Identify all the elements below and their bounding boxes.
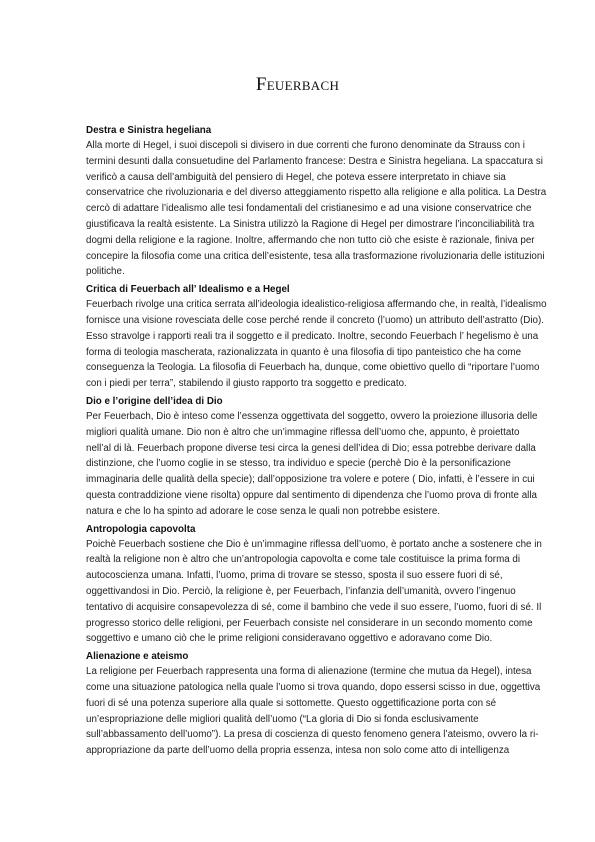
paragraph-line: Alla morte di Hegel, i suoi discepoli si divisero in due correnti che furono denominate da Strauss con i	[86, 140, 525, 151]
paragraph-line: Per Feuerbach, Dio è inteso come l’essenza oggettivata del soggetto, ovvero la proiezione illusoria delle	[86, 410, 538, 422]
paragraph-line: come una situazione patologica nella quale l’uomo si trova quando, dopo essersi scisso in due, oggettiva	[86, 681, 541, 693]
paragraph-line: natura e che lo ha spinto ad adorare le cose senza le quali non potrebbe esistere.	[86, 505, 441, 517]
paragraph-line: La religione per Feuerbach rappresenta una forma di alienazione (termine che mutua da Hegel), intesa	[86, 666, 532, 678]
section-paragraph	[86, 297, 547, 392]
section-paragraph	[86, 664, 541, 759]
paragraph-line: forma di teologia mascherata, razionalizzata in quanto è una filosofia di tipo panteistico che ha come	[86, 346, 522, 358]
paragraph-line: con i piedi per terra”, stabilendo il giusto rapporto tra soggetto e predicato.	[86, 378, 407, 390]
document-body	[86, 124, 547, 762]
section-heading: Dio e l’origine dell’idea di Dio	[86, 395, 223, 407]
paragraph-line: fornisce una visione rovesciata delle cose perché rende il concreto (l’uomo) un attributo dell’astratto (Dio).	[86, 314, 544, 326]
section-heading: Destra e Sinistra hegeliana	[86, 125, 212, 136]
section-paragraph	[86, 537, 542, 648]
paragraph-line: soggettivo e umano ciò che le prime religioni consideravano oggettivo e adoravano come Dio.	[86, 633, 493, 645]
paragraph-line: un’espropriazione delle migliori qualità dell’uomo (“La gloria di Dio si fonda esclusivamente	[86, 713, 479, 725]
paragraph-line: verificò a causa dell’ambiguità del pensiero di Hegel, che poteva essere interpretato in chiave sia	[86, 171, 506, 183]
section-heading: Critica di Feuerbach all’ Idealismo e a Hegel	[86, 284, 290, 296]
paragraph-line: Feuerbach rivolge una critica serrata all’ideologia idealistico-religiosa affermando che, in realtà, l’idealismo	[86, 299, 547, 311]
paragraph-line: Esso stravolge i rapporti reali tra il soggetto e il predicato. Inoltre, secondo Feuerbach l’ hegelismo è una	[86, 330, 539, 342]
section-paragraph	[86, 409, 538, 520]
paragraph-line: conseguenza la Teologia. La filosofia di Feuerbach ha, dunque, come obiettivo quello di “riportare l’uomo	[86, 362, 540, 374]
paragraph-line: nell’al di là. Feuerbach propone diverse tesi circa la genesi dell’idea di Dio; essa potrebbe derivare dalla	[86, 442, 536, 454]
paragraph-line: dogmi della religione e la ragione. Inoltre, affermando che non tutto ciò che esiste è razionale, finiva per	[86, 234, 535, 246]
paragraph-line: politiche.	[86, 266, 125, 278]
section	[86, 124, 547, 280]
section	[86, 650, 541, 759]
paragraph-line: appropriazione da parte dell’uomo della propria essenza, intesa non solo come atto di intelligenza	[86, 745, 510, 757]
paragraph-line: giustificava la realtà esistente. La Sinistra utilizzò la Ragione di Hegel per dimostrare l’inconciliabilità tra	[86, 218, 535, 230]
paragraph-line: questa contraddizione viene risolta) oppure dal sentimento di dipendenza che l’uomo prova di fronte alla	[86, 489, 537, 501]
paragraph-line: migliori qualità umane. Dio non è altro che un’immagine riflessa dell’uomo che, appunto, è proiettato	[86, 426, 520, 438]
paragraph-line: autocoscienza umana. Infatti, l’uomo, prima di trovare se stesso, sposta il suo essere fuori di sé,	[86, 570, 503, 582]
paragraph-line: oggettivandosi in Dio. Perciò, la religione è, per Feuerbach, l’infanzia dell’umanità, ovvero l’ingenuo	[86, 585, 516, 597]
paragraph-line: distinzione, che l’uomo coglie in se stesso, tra individuo e specie (perchè Dio è la personificazione	[86, 458, 511, 470]
paragraph-line: Poichè Feuerbach sostiene che Dio è un’immagine riflessa dell’uomo, è portato anche a sostenere che in	[86, 538, 542, 550]
paragraph-line: concepire la filosofia come una critica dell’esistente, tesa alla trasformazione rivoluzionaria delle istituzioni	[86, 250, 545, 262]
paragraph-line: cercò di adattare l’idealismo alle tesi fondamentali del cristianesimo e ad una visione conservatrice che	[86, 203, 532, 215]
paragraph-line: termini desunti dalla consuetudine del Parlamento francese: Destra e Sinistra hegeliana. La spaccatura si	[86, 155, 543, 167]
section	[86, 395, 538, 520]
paragraph-line: progresso storico delle religioni, per Feuerbach consiste nel considerare in un secondo momento come	[86, 617, 533, 629]
section	[86, 523, 542, 648]
paragraph-line: sull’abbassamento dell’uomo”). La presa di coscienza di questo fenomeno genera l’ateismo, ovvero la ri-	[86, 729, 539, 741]
section-paragraph	[86, 138, 547, 280]
paragraph-line: fuori di sé una potenza superiore alla quale si sottomette. Questo oggettificazione porta con sé	[86, 697, 497, 709]
paragraph-line: tentativo di acquisire consapevolezza di sé, come il bambino che vede il suo essere, l’uomo, fuori di sé. Il	[86, 601, 542, 613]
section	[86, 283, 547, 392]
paragraph-line: realtà la religione non è altro che un’antropologia capovolta e come tale costituisce la prima forma di	[86, 554, 521, 566]
page-title: Feuerbach	[255, 74, 340, 95]
paragraph-line: conservatrice che rivoluzionaria e del diverso atteggiamento rispetto alla religione e alla politica. La Destra	[86, 187, 547, 199]
paragraph-line: immaginaria delle qualità della specie); dall’opposizione tra volere e potere ( Dio, infatti, è l’essere in cui	[86, 474, 535, 486]
section-heading: Antropologia capovolta	[86, 523, 196, 535]
section-heading: Alienazione e ateismo	[86, 651, 189, 663]
